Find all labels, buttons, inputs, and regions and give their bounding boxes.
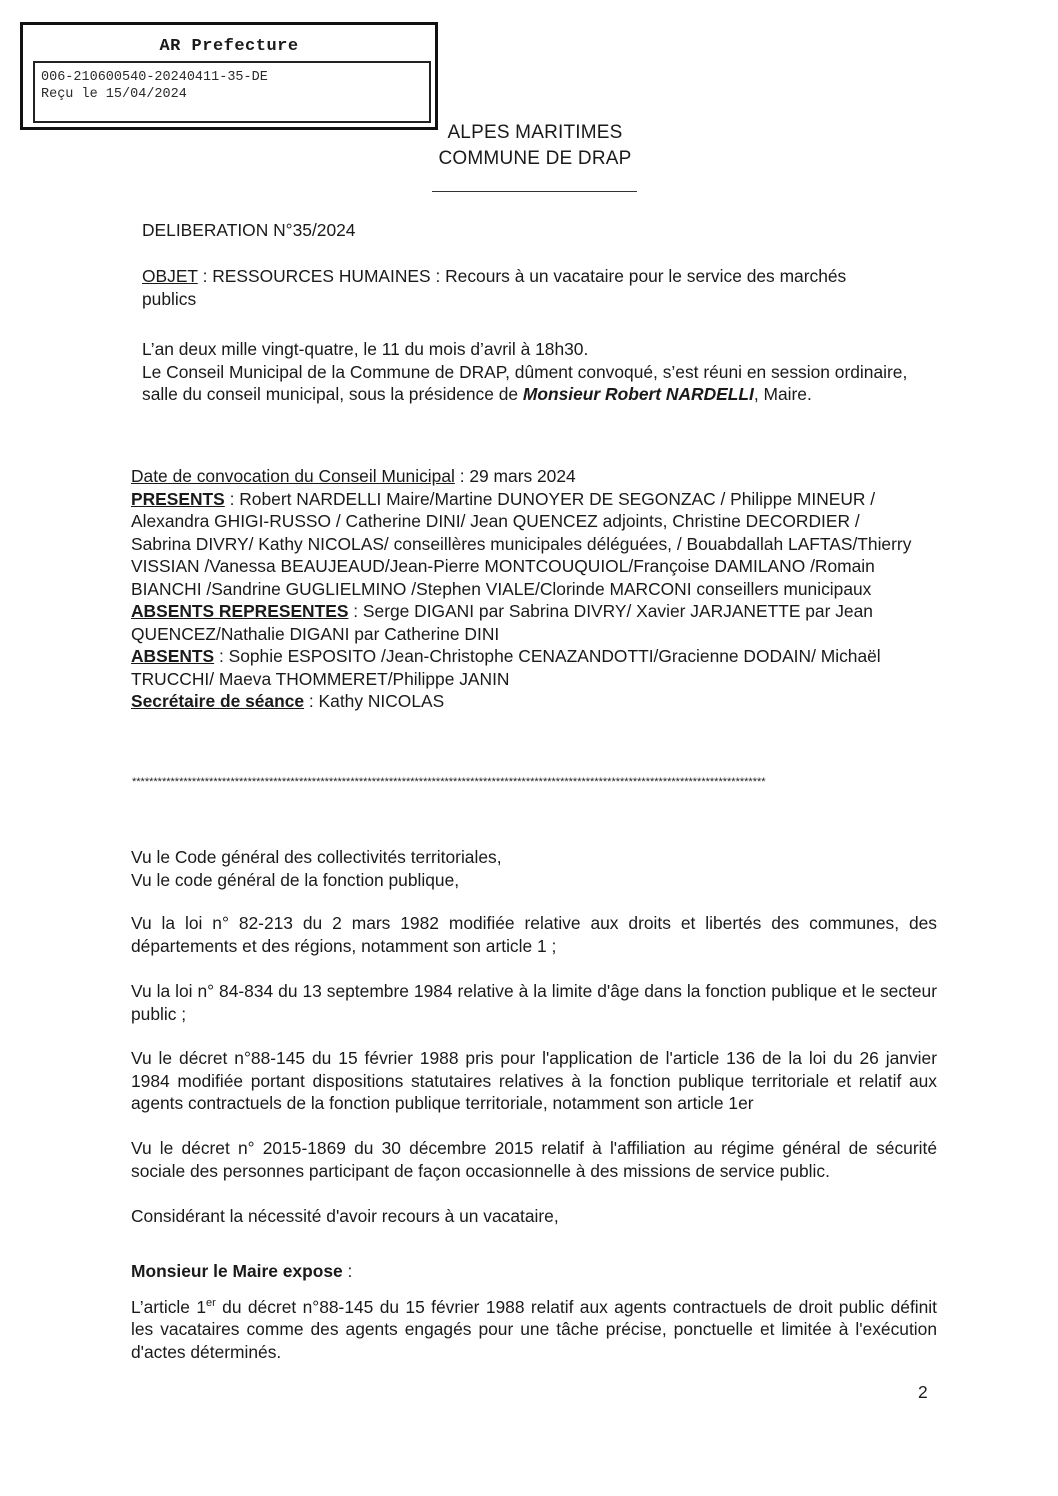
stamp-reference: 006-210600540-20240411-35-DE	[41, 70, 268, 85]
considerant: Considérant la nécessité d'avoir recours à un vacataire,	[131, 1206, 559, 1226]
represented-label: ABSENTS REPRESENTES	[131, 601, 349, 621]
decret-2015-reference: Vu le décret n° 2015-1869 du 30 décembre 2015 relatif à l'affiliation au régime général de sécurité sociale des personnes participant de façon occasionnelle à des missions de service public.	[131, 1138, 937, 1181]
objet-label: OBJET	[142, 266, 198, 286]
deliberation-number: DELIBERATION N°35/2024	[142, 220, 356, 240]
page-number: 2	[918, 1382, 928, 1402]
stamp-received-date: Reçu le 15/04/2024	[41, 87, 187, 102]
absents-list: ABSENTS : Sophie ESPOSITO /Jean-Christophe CENAZANDOTTI/Gracienne DODAIN/ Michaël TRUCCHI/ Maeva THOMMERET/Philippe JANIN	[131, 646, 881, 689]
stamp-reference-box	[33, 61, 431, 123]
objet-paragraph	[142, 265, 867, 310]
objet-text: : RESSOURCES HUMAINES : Recours à un vacataire pour le service des marchés publics	[142, 266, 847, 309]
department-name: ALPES MARITIMES	[447, 122, 623, 143]
header-rule	[432, 191, 637, 192]
session-description: Le Conseil Municipal de la Commune de DRAP, dûment convoqué, s’est réuni en session ordinaire, salle du conseil municipal, sous la présidence de Monsieur Robert NARDELLI, Maire.	[142, 361, 908, 404]
prefecture-stamp	[20, 22, 438, 130]
cgct-reference: Vu le Code général des collectivités territoriales,	[131, 847, 502, 867]
presents-label: PRESENTS	[131, 488, 225, 509]
stamp-title: AR Prefecture	[159, 37, 299, 56]
represented-list: ABSENTS REPRESENTES : Serge DIGANI par Sabrina DIVRY/ Xavier JARJANETTE par Jean QUENCEZ/Nathalie DIGANI par Catherine DINI	[131, 601, 873, 644]
presents-list: PRESENTS : Robert NARDELLI Maire/Martine DUNOYER DE SEGONZAC / Philippe MINEUR / Alexandra GHIGI-RUSSO / Catherine DINI/ Jean QUENCEZ adjoints, Christine DECORDIER / Sabrina DIVRY/ Kathy NICOLAS/ conseillères municipales déléguées, / Bouabdallah LAFTAS/Thierry VISSIAN /Vanessa BEAUJEAUD/Jean-Pierre MONTCOUQUIOL/Françoise DAMILANO /Romain BIANCHI /Sandrine GUGLIELMINO /Stephen VIALE/Clorinde MARCONI conseillers municipaux	[131, 488, 912, 599]
decret-88-reference: Vu le décret n°88-145 du 15 février 1988 pris pour l'application de l'article 136 de la loi du 26 janvier 1984 modifiée portant dispositions statutaires relatives à la fonction publique territoriale et relatif aux agents contractuels de la fonction publique territoriale, notamment son article 1er	[131, 1048, 937, 1113]
session-date: L’an deux mille vingt-quatre, le 11 du mois d’avril à 18h30.	[142, 339, 589, 359]
cgct-cgfp-references	[131, 846, 937, 891]
commune-name: COMMUNE DE DRAP	[438, 148, 632, 169]
attendance-section	[131, 465, 921, 713]
cgfp-reference: Vu le code général de la fonction publique,	[131, 869, 460, 890]
absents-label: ABSENTS	[131, 646, 215, 666]
expose-paragraph: L’article 1er du décret n°88-145 du 15 février 1988 relatif aux agents contractuels de droit public définit les vacataires comme des agents engagés pour une tâche précise, ponctuelle et limitée à l'exécution d'actes déterminés.	[131, 1296, 938, 1362]
convocation-date: Date de convocation du Conseil Municipal : 29 mars 2024	[131, 466, 576, 486]
loi-82-reference: Vu la loi n° 82-213 du 2 mars 1982 modifiée relative aux droits et libertés des communes, des départements et des régions, notamment son article 1 ;	[131, 913, 937, 956]
secretary: Secrétaire de séance : Kathy NICOLAS	[131, 691, 445, 711]
president-name: Monsieur Robert NARDELLI	[522, 384, 754, 404]
loi-84-reference: Vu la loi n° 84-834 du 13 septembre 1984 relative à la limite d'âge dans la fonction publique et le secteur public ;	[131, 981, 937, 1024]
asterisk-separator: ****************************************************************************************************************************************************	[132, 776, 766, 788]
secretary-label: Secrétaire de séance	[131, 691, 305, 711]
expose-heading: Monsieur le Maire expose :	[131, 1261, 353, 1281]
intro-paragraph	[142, 338, 924, 406]
